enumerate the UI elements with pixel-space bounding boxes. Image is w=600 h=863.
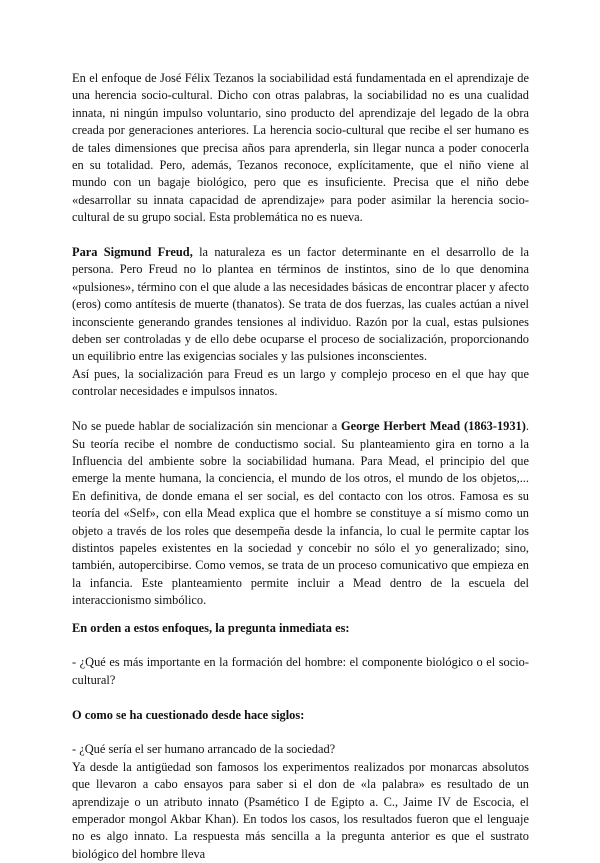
spacer — [72, 610, 529, 620]
spacer — [72, 227, 529, 244]
paragraph-experiments: Ya desde la antigüedad son famosos los experimentos realizados por monarcas absolutos que llevaron a cabo ensayos para saber si el don de «la palabra» es resultado de un aprendizaje o un atributo innato (Psamético I de Egipto a. C., Jaime IV de Escocia, el emperador mongol Akbar Khan). En todos los casos, los resultados fueron que el lenguaje no es algo innato. La respuesta más sencilla a la pregunta anterior es que el sustrato biológico del hombre lleva — [72, 759, 529, 861]
paragraph-mead — [72, 418, 529, 609]
spacer — [72, 401, 529, 418]
document-page — [72, 70, 529, 863]
paragraph-mead-intro: No se puede hablar de socialización sin mencionar a — [72, 419, 342, 434]
subheading-question — [72, 620, 529, 637]
paragraph-freud — [72, 244, 529, 366]
paragraph-freud-conclusion: Así pues, la socialización para Freud es un largo y complejo proceso en el que hay que controlar necesidades e impulsos innatos. — [72, 366, 529, 399]
question-biological: - ¿Qué es más importante en la formación del hombre: el componente biológico o el socio-cultural? — [72, 655, 529, 687]
spacer — [72, 724, 529, 741]
subheading-question-text: En orden a estos enfoques, la pregunta inmediata es: — [72, 620, 350, 635]
paragraph-mead-text: . Su teoría recibe el nombre de conductismo social. Su planteamiento gira en torno a la Influencia del ambiente sobre la sociabilidad humana. Para Mead, el principio del que emerge la mente humana, la conciencia, el mundo de los otros, el mundo de los objetos,... En definitiva, de donde emana el ser social, es del contacto con los otros. Famosa es su teoría del «Self», con ella Mead explica que el hombre se constituye a sí mismo como un objeto a través de los roles que desempeña desde la infancia, lo cual le permite captar los distintos papeles existentes en la sociedad y concebir no sólo el yo generalizado; sino, también, autopercibirse. Como vemos, se trata de un proceso comunicativo que empieza en la infancia. Este planteamiento permite incluir a Mead dentro de la escuela del interaccionismo simbólico. — [72, 419, 529, 608]
bold-heading-freud: Para Sigmund Freud, — [72, 245, 193, 260]
question-society: - ¿Qué sería el ser humano arrancado de la sociedad? — [72, 742, 336, 757]
paragraph-freud-text: la naturaleza es un factor determinante en el desarrollo de la persona. Pero Freud no lo plantea en términos de instintos, sino de lo que denomina «pulsiones», término con el que alude a las necesidades básicas de encontrar placer y afecto (eros) como antítesis de muerte (thanatos). Se trata de dos fuerzas, las cuales actúan a nivel inconsciente generando grandes tensiones al individuo. Razón por la cual, estas pulsiones deben ser controladas y de ello debe ocuparse el proceso de socialización, proporcionando un equilibrio entre las exigencias sociales y las pulsiones inconscientes. — [72, 245, 530, 364]
spacer — [72, 689, 529, 706]
subheading-centuries-text: O como se ha cuestionado desde hace siglos: — [72, 707, 305, 722]
paragraph-tezanos: En el enfoque de José Félix Tezanos la sociabilidad está fundamentada en el aprendizaje de una herencia socio-cultural. Dicho con otras palabras, la sociabilidad no es una cualidad innata, ni ningún impulso voluntario, sino producto del aprendizaje del legado de la obra creada por generaciones anteriores. La herencia socio-cultural que recibe el ser humano es de tales dimensiones que precisa años para aprenderla, sin llegar nunca a poder conocerla en su totalidad. Pero, además, Tezanos reconoce, explícitamente, que el niño viene al mundo con un bagaje biológico, pero que es insuficiente. Precisa que el niño debe «desarrollar su innata capacidad de aprendizaje» para poder asimilar la herencia socio-cultural de su grupo social. Esta problemática no es nueva. — [72, 71, 529, 225]
bold-heading-mead: George Herbert Mead (1863-1931) — [341, 419, 526, 434]
spacer — [72, 637, 529, 654]
subheading-centuries — [72, 707, 529, 724]
